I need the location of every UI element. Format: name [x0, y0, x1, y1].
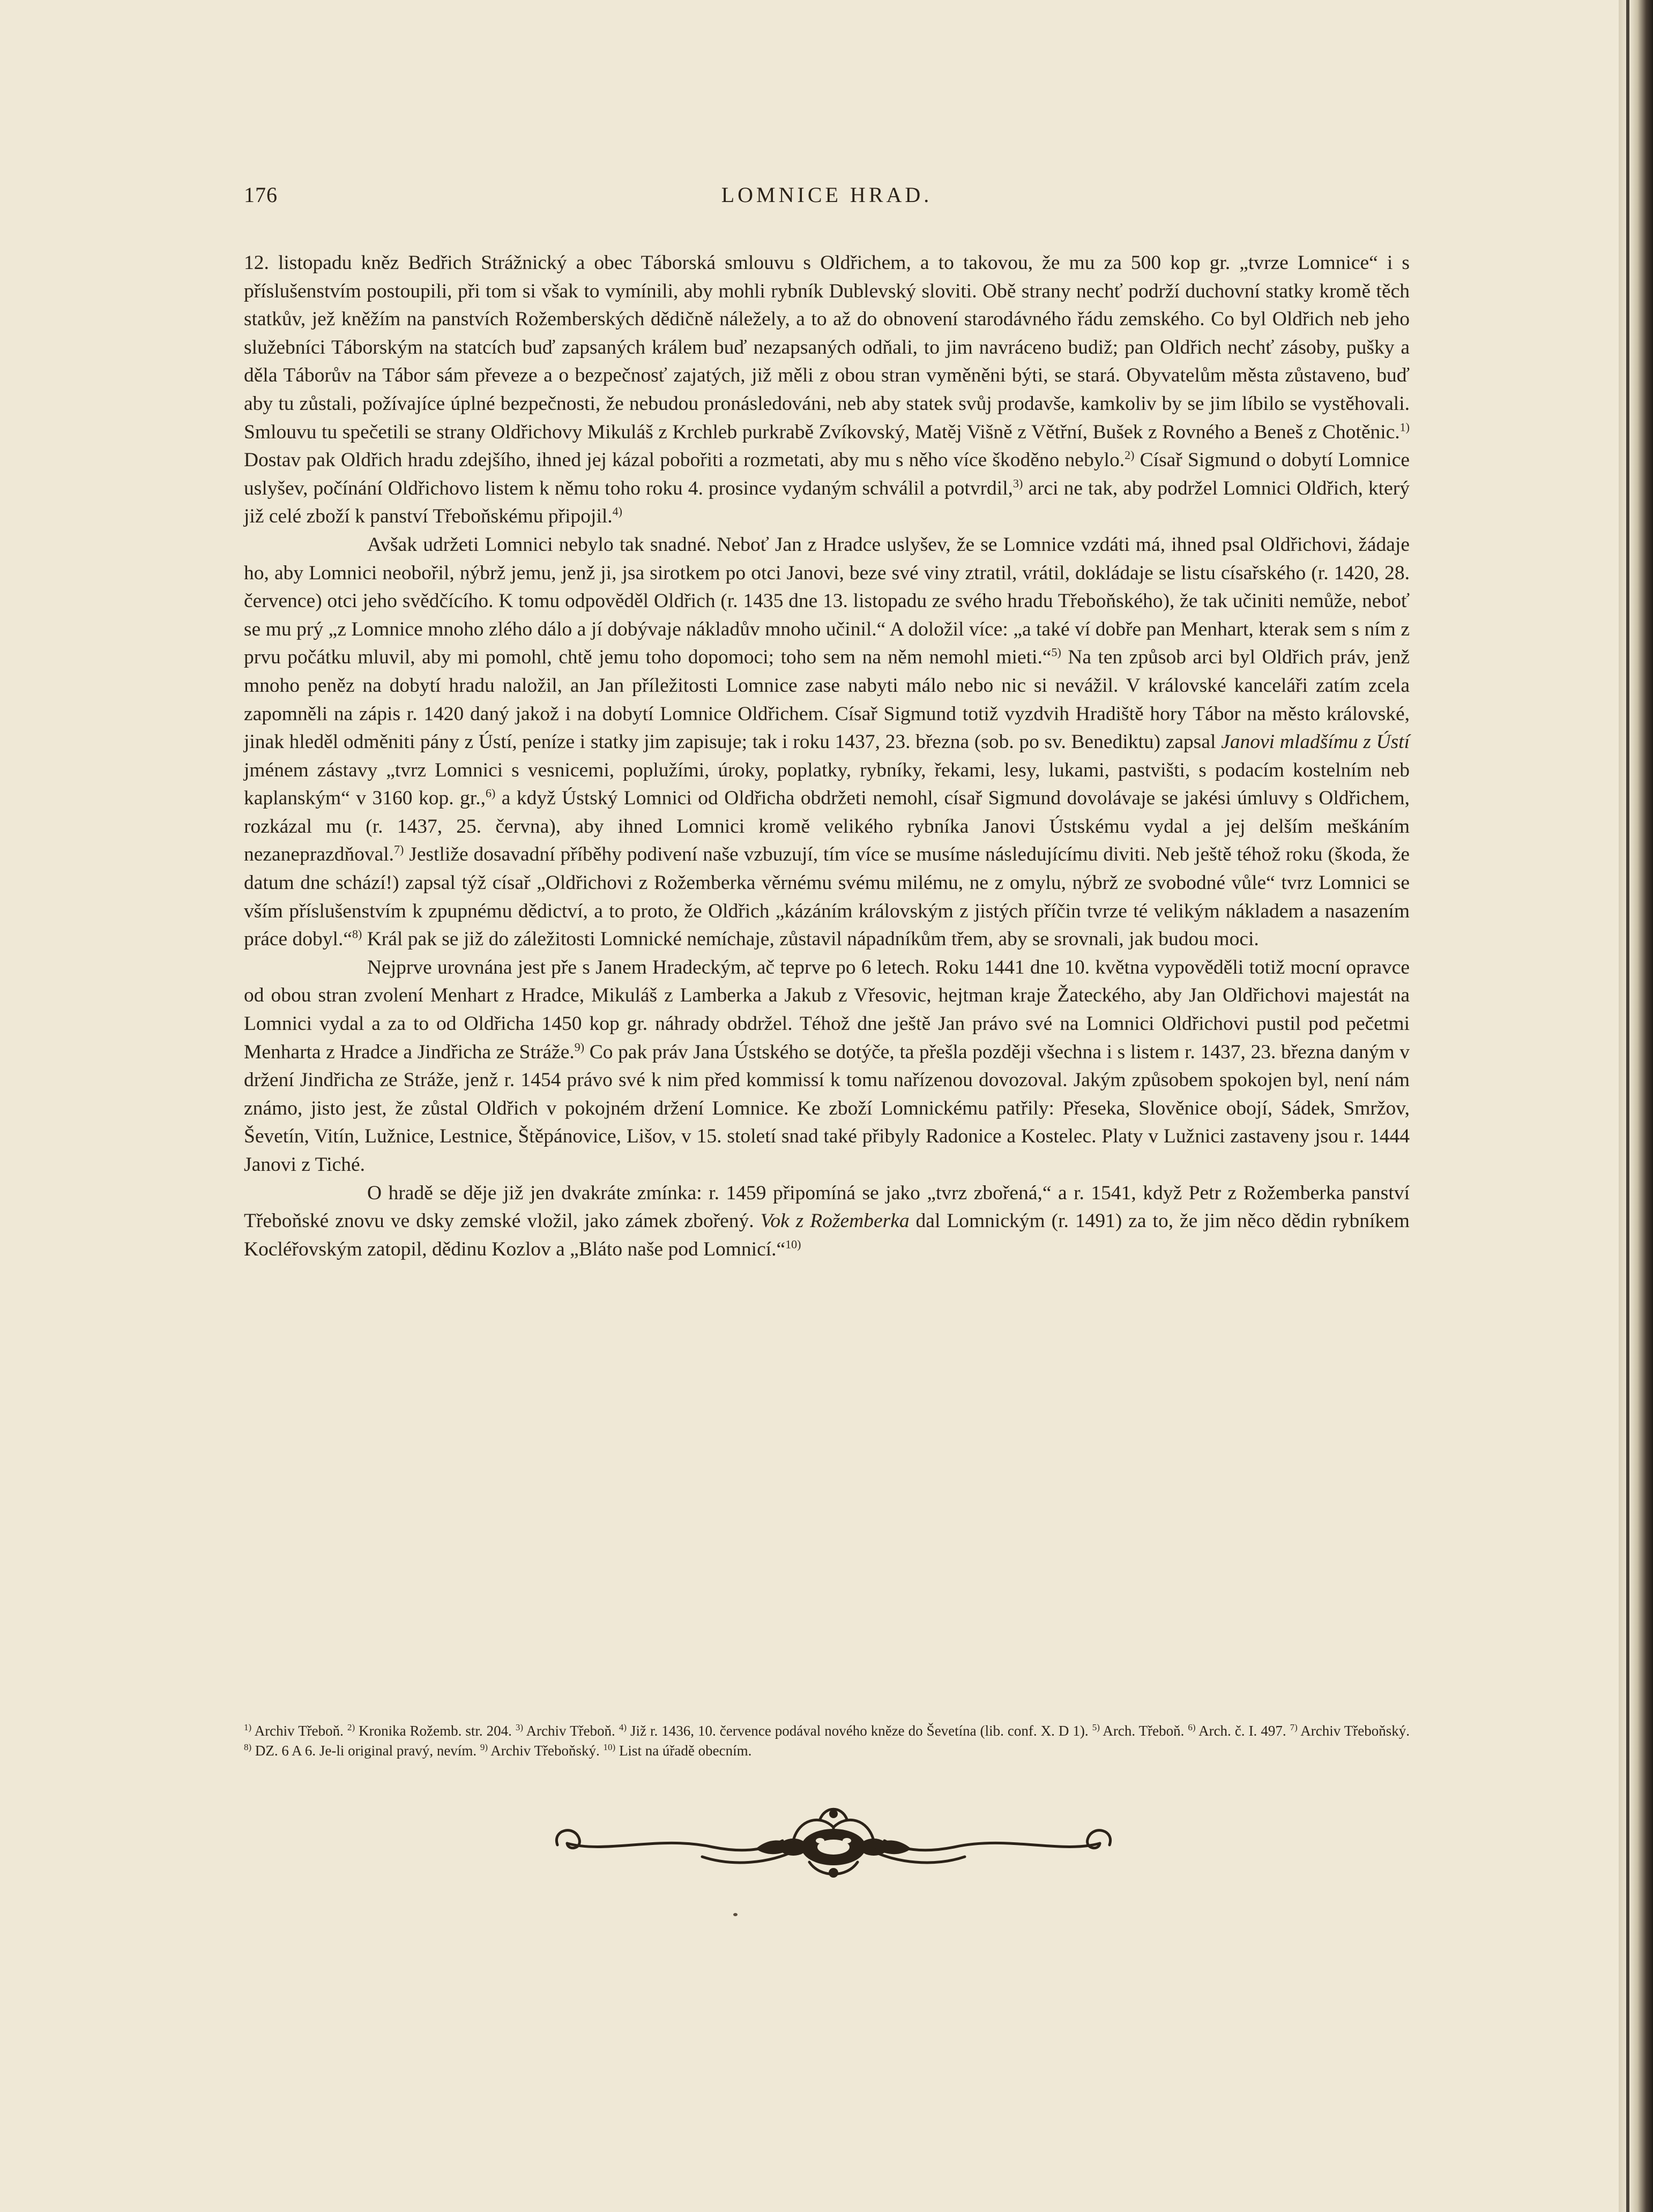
footnote-text: Již r. 1436, 10. července podával nového kněze do Ševetína (lib. conf. X. D 1).: [627, 1723, 1092, 1739]
footnote-note-ref: 5): [1092, 1722, 1100, 1732]
paragraph-text: O hradě se děje již jen dvakráte zmínka: r. 1459 připomíná se jako „tvrz zbořená,“ a r. 1541, když Petr z Rožemberka panství Třeboňské znovu ve dsky zemské vložil, jako zámek zbořený.: [244, 1182, 1410, 1232]
paragraph-text: arci ne tak, aby podržel Lomnici Oldřich, který již celé zboží k panství Třeboňskému připojil.: [244, 477, 1410, 528]
main-text: [244, 249, 1410, 1264]
ink-speck: [733, 1913, 738, 1916]
paragraph-note-ref: 1): [1399, 420, 1410, 434]
paragraph-text: 12. listopadu kněz Bedřich Strážnický a obec Táborská smlouvu s Oldřichem, a to takovou, že mu za 500 kop gr. „tvrze Lomnice“ i s příslušenstvím postoupili, při tom si však to vymínili, aby mohli rybník Dublevský sloviti. Obě strany nechť podrží duchovní statky kromě těch statkův, jež kněžím na panstvích Rožemberských dědičně náležely, a to až do obnovení starodávného řádu zemského. Co byl Oldřich neb jeho služebníci Táborským na statcích buď zapsaných králem buď nezapsaných odňali, to jim navráceno budiž; pan Oldřich nechť zásoby, pušky a děla Táborův na Tábor sám převeze a o bezpečnosť zajatých, již měli z obou stran vyměněni býti, se stará. Obyvatelům města zůstaveno, buď aby tu zůstali, požívajíce úplné bezpečnosti, že nebudou pronásledováni, neb aby statek svůj prodavše, kamkoliv by se jim líbilo se vystěhovali. Smlouvu tu spečetili se strany Oldřichovy Mikuláš z Krchleb purkrabě Zvíkovský, Matěj Višně z Větřní, Bušek z Rovného a Beneš z Chotěnic.: [244, 252, 1410, 443]
footnote-note-ref: 6): [1188, 1722, 1196, 1732]
page-edge-shadow: [1619, 0, 1653, 2212]
paragraph-note-ref: 3): [1013, 476, 1023, 490]
footnote-text: Archiv Třeboňský.: [488, 1743, 604, 1759]
paragraph-text: a když Ústský Lomnici od Oldřicha obdržeti nemohl, císař Sigmund dovolávaje se jakési úmluvy s Oldřichem, rozkázal mu (r. 1437, 25. června), aby ihned Lomnici kromě velikého rybníka Janovi Ústskému vydal a jej delším meškáním nezaneprazdňoval.: [244, 787, 1410, 866]
footnote-text: Arch. č. I. 497.: [1195, 1723, 1290, 1739]
paragraph-note-ref: 5): [1051, 645, 1061, 659]
paragraph-note-ref: 9): [574, 1040, 585, 1054]
paragraph-note-ref: 10): [785, 1237, 801, 1251]
paragraph: [244, 249, 1410, 531]
footnote-text: Archiv Třeboň.: [523, 1723, 619, 1739]
paragraph: [244, 1179, 1410, 1264]
paragraph-text: jménem zástavy „tvrz Lomnici s vesnicemi, poplužími, úroky, poplatky, rybníky, řekami, lesy, lukami, pastvišti, s podacím kostelním neb kaplanským“ v 3160 kop. gr.,: [244, 759, 1410, 810]
footnote-note-ref: 10): [603, 1742, 616, 1752]
paragraph-note-ref: 7): [394, 842, 404, 856]
footnote-note-ref: 7): [1290, 1722, 1298, 1732]
paragraph-text: Avšak udržeti Lomnici nebylo tak snadné. Neboť Jan z Hradce uslyšev, že se Lomnice vzdáti má, ihned psal Oldřichovi, žádaje ho, aby Lomnici neobořil, nýbrž jemu, jenž ji, jsa sirotkem po otci Janovi, beze své viny ztratil, vrátil, dokládaje se listu císařského (r. 1420, 28. července) otci jeho svědčícího. K tomu odpověděl Oldřich (r. 1435 dne 13. listopadu ze svého hradu Třeboňského), že tak učiniti nemůže, neboť se mu prý „z Lomnice mnoho zlého dálo a jí dobývaje nákladův mnoho učinil.“ A doložil více: „a také ví dobře pan Menhart, kterak sem s ním z prvu počátku mluvil, aby mi pomohl, chtě jemu toho dopomoci; toho sem na něm nemohl mieti.“: [244, 533, 1410, 669]
paragraph-note-ref: 2): [1125, 448, 1135, 462]
paragraph-text: Co pak práv Jana Ústského se dotýče, ta přešla později všechna i s listem r. 1437, 23. března daným v držení Jindřicha ze Stráže, jenž r. 1454 právo své k nim před kommissí k tomu nařízenou dovozoval. Jakým způsobem spokojen byl, není nám známo, jisto jest, že zůstal Oldřich v pokojném držení Lomnice. Ke zboží Lomnickému patřily: Přeseka, Slověnice obojí, Sádek, Smržov, Ševetín, Vitín, Lužnice, Lestnice, Štěpánovice, Lišov, v 15. století snad také přibyly Radonice a Kostelec. Platy v Lužnici zastaveny jsou r. 1444 Janovi z Tiché.: [244, 1041, 1410, 1176]
paragraph-italic-name: Vok z Rožemberka: [760, 1210, 910, 1232]
paragraph-note-ref: 4): [612, 504, 622, 518]
paragraph-text: Jestliže dosavadní příběhy podivení naše vzbuzují, tím více se musíme následujícímu diviti. Neb ještě téhož roku (škoda, že datum dne schází!) zapsal týž císař „Oldřichovi z Rožemberka věrnému svému milému, ne z omylu, nýbrž ze svobodné vůle“ tvrz Lomnici se vším příslušenstvím k zpupnému dědictví, a to proto, že Oldřich „kázáním královským z jistých příčin tvrze té velikým nákladem a nasazením práce dobyl.“: [244, 843, 1410, 951]
decorative-ornament-icon: [541, 1798, 1126, 1889]
footnote-note-ref: 8): [244, 1742, 252, 1752]
footnote-text: Archiv Třeboňský.: [1297, 1723, 1410, 1739]
paragraph-note-ref: 6): [485, 786, 496, 800]
page-binding-edge: [1626, 0, 1629, 2212]
page-header: [244, 182, 1410, 220]
paragraph-text: Císař Sigmund o dobytí Lomnice uslyšev, počínání Oldřichovo listem k němu toho roku 4. prosince vydaným schválil a potvrdil,: [244, 449, 1410, 499]
paragraph-italic-name: Janovi mladšímu z Ústí: [1221, 731, 1410, 753]
running-title: LOMNICE HRAD.: [721, 183, 933, 207]
paragraph: [244, 954, 1410, 1179]
footnote-note-ref: 1): [244, 1722, 252, 1732]
paragraph-note-ref: 8): [352, 927, 362, 941]
paragraph-text: Dostav pak Oldřich hradu zdejšího, ihned jej kázal pobořiti a rozmetati, aby mu s něho více škoděno nebylo.: [244, 449, 1125, 472]
footnote-text: Archiv Třeboň.: [251, 1723, 347, 1739]
paragraph-text: Král pak se již do záležitosti Lomnické nemíchaje, zůstavil nápadníkům třem, aby se srovnali, jak budou moci.: [362, 928, 1259, 951]
footnote-text: Arch. Třeboň.: [1099, 1723, 1188, 1739]
page-number: 176: [244, 183, 278, 207]
footnote-note-ref: 3): [515, 1722, 524, 1732]
footnote-note-ref: 9): [480, 1742, 488, 1752]
footnote-text: List na úřadě obecním.: [615, 1743, 752, 1759]
paragraph-text: Na ten způsob arci byl Oldřich práv, jenž mnoho peněz na dobytí hradu naložil, an Jan příležitosti Lomnice zase nabyti málo nebo nic si nevážil. V královské kanceláři zatím zcela zapomněli na zápis r. 1420 daný jakož i na dobytí Lomnice Oldřichem. Císař Sigmund totiž vyzdvih Hradiště hory Tábor na město královské, jinak hleděl odměniti pány z Ústí, peníze i statky jim zapisuje; tak i roku 1437, 23. března (sob. po sv. Benediktu) zapsal: [244, 646, 1410, 753]
paragraph: [244, 531, 1410, 954]
footnote-note-ref: 4): [619, 1722, 627, 1732]
paragraph-text: Nejprve urovnána jest pře s Janem Hradeckým, ač teprve po 6 letech. Roku 1441 dne 10. května vypověděli totiž mocní opravce od obou stran zvolení Menhart z Hradce, Mikuláš z Lamberka a Jakub z Vřesovic, hejtman kraje Žateckého, aby Jan Oldřichovi majestát na Lomnici vydal a za to od Oldřicha 1450 kop gr. náhrady obdržel. Téhož dne ještě Jan právo své na Lomnici Oldřichovi pustil pod pečetmi Menharta z Hradce a Jindřicha ze Stráže.: [244, 956, 1410, 1063]
footnote-note-ref: 2): [347, 1722, 355, 1732]
footnote-text: DZ. 6 A 6. Je-li original pravý, nevím.: [251, 1743, 480, 1759]
paragraph-text: dal Lomnickým (r. 1491) za to, že jim něco dědin rybníkem Kocléřovským zatopil, dědinu Kozlov a „Bláto naše pod Lomnicí.“: [244, 1210, 1410, 1260]
footnotes: [244, 1721, 1410, 1761]
footnote-text: Kronika Rožemb. str. 204.: [355, 1723, 516, 1739]
